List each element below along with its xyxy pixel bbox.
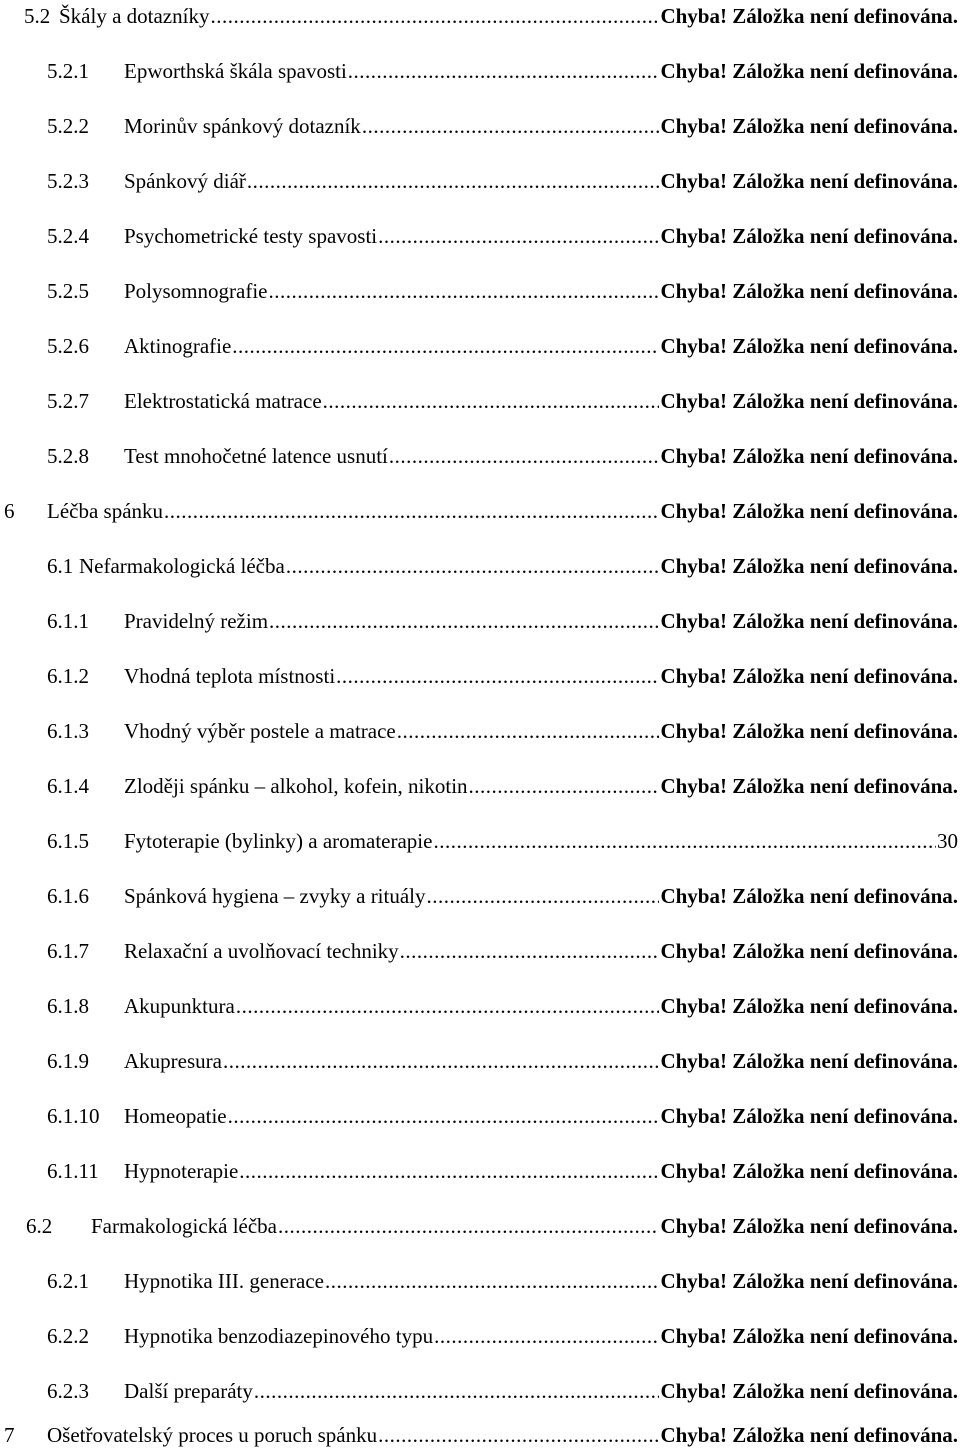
toc-entry-page: Chyba! Záložka není definována. [660,169,958,193]
toc-entry-number: 5.2.1 [47,59,89,83]
toc-entry-number: 6.2 [26,1214,53,1238]
toc-entry-page: Chyba! Záložka není definována. [660,1049,958,1073]
toc-entry[interactable] [47,1376,958,1406]
toc-entry-page: Chyba! Záložka není definována. [660,884,958,908]
toc-leader-dots [348,56,660,86]
toc-entry[interactable] [47,1266,958,1296]
toc-leader-dots [323,386,660,416]
toc-entry-number: 5.2.6 [47,334,89,358]
toc-entry-title: Akupresura [124,1049,222,1073]
toc-entry-title: Test mnohočetné latence usnutí [124,444,388,468]
toc-entry-number: 6.1.5 [47,829,89,853]
toc-entry[interactable] [47,1321,958,1351]
toc-leader-dots [269,606,659,636]
toc-entry-page: Chyba! Záložka není definována. [660,609,958,633]
toc-leader-dots [336,661,659,691]
toc-entry[interactable] [47,276,958,306]
toc-entry-page: Chyba! Záložka není definována. [660,114,958,138]
toc-entry-title: Aktinografie [124,334,232,358]
toc-entry-number: 5.2 [24,4,51,28]
toc-entry-page: Chyba! Záložka není definována. [660,444,958,468]
toc-entry-title: Psychometrické testy spavosti [124,224,378,248]
toc-leader-dots [469,771,660,801]
toc-leader-dots [254,1376,660,1406]
toc-entry-title: Vhodný výběr postele a matrace [124,719,396,743]
toc-entry-title: Ošetřovatelský proces u poruch spánku [47,1423,378,1447]
toc-entry-title: Polysomnografie [124,279,268,303]
toc-entry-title: Další preparáty [124,1379,253,1403]
toc-entry-page: Chyba! Záložka není definována. [660,939,958,963]
toc-entry-page: Chyba! Záložka není definována. [660,1379,958,1403]
toc-entry-title: Elektrostatická matrace [124,389,322,413]
toc-entry[interactable] [26,1211,958,1241]
toc-entry[interactable] [47,771,958,801]
toc-entry-title: Farmakologická léčba [91,1214,278,1238]
toc-entry[interactable] [47,551,958,581]
toc-entry-number: 6.1.4 [47,774,89,798]
toc-entry-number: 6 [4,499,15,523]
toc-entry-page: Chyba! Záložka není definována. [660,774,958,798]
toc-entry-number: 6.1.2 [47,664,89,688]
toc-leader-dots [362,111,660,141]
toc-entry-title: Epworthská škála spavosti [124,59,347,83]
toc-entry-title: Hypnotika III. generace [124,1269,324,1293]
toc-entry-title: Léčba spánku [47,499,164,523]
toc-entry[interactable] [47,991,958,1021]
toc-entry-number: 7 [4,1423,15,1447]
toc-entry-page: Chyba! Záložka není definována. [660,1324,958,1348]
toc-entry[interactable] [47,221,958,251]
toc-leader-dots [378,221,659,251]
toc-entry-page: Chyba! Záložka není definována. [660,1423,958,1447]
toc-entry[interactable] [47,1046,958,1076]
toc-entry-page: Chyba! Záložka není definována. [660,499,958,523]
toc-entry-number: 6.2.2 [47,1324,89,1348]
toc-entry-title: Pravidelný režim [124,609,269,633]
toc-entry-number: 5.2.4 [47,224,89,248]
toc-entry[interactable] [47,716,958,746]
toc-entry-number: 5.2.7 [47,389,89,413]
toc-entry[interactable] [4,1420,958,1450]
toc-entry-page: Chyba! Záložka není definována. [660,389,958,413]
toc-entry-page: 30 [937,829,958,853]
toc-entry[interactable] [47,936,958,966]
toc-leader-dots [232,331,659,361]
toc-entry[interactable] [4,496,958,526]
toc-entry-number: 6.1.8 [47,994,89,1018]
toc-leader-dots [223,1046,659,1076]
toc-entry-title: Homeopatie [124,1104,227,1128]
toc-leader-dots [239,1156,659,1186]
toc-entry[interactable] [47,826,958,856]
toc-entry-number: 6.2.3 [47,1379,89,1403]
toc-entry-number: 6.1.7 [47,939,89,963]
toc-entry[interactable] [24,1,958,31]
toc-entry-number: 5.2.2 [47,114,89,138]
toc-entry[interactable] [47,606,958,636]
toc-entry[interactable] [47,386,958,416]
toc-entry-number: 6.1.11 [47,1159,99,1183]
toc-entry-title: Zloději spánku – alkohol, kofein, nikotin [124,774,468,798]
toc-entry-number: 5.2.5 [47,279,89,303]
toc-entry-title: Relaxační a uvolňovací techniky [124,939,399,963]
toc-entry[interactable] [47,331,958,361]
toc-leader-dots [400,936,660,966]
toc-entry-number: 6.1.3 [47,719,89,743]
toc-leader-dots [433,826,936,856]
toc-leader-dots [228,1101,660,1131]
toc-entry-page: Chyba! Záložka není definována. [660,4,958,28]
toc-entry-title: Hypnoterapie [124,1159,239,1183]
toc-leader-dots [236,991,660,1021]
toc-entry[interactable] [47,1156,958,1186]
toc-entry-number: 6.1.1 [47,609,89,633]
toc-entry-title: Škály a dotazníky [59,4,210,28]
toc-entry-page: Chyba! Záložka není definována. [660,334,958,358]
toc-leader-dots [378,1420,659,1450]
toc-leader-dots [210,1,659,31]
toc-entry-page: Chyba! Záložka není definována. [660,279,958,303]
toc-leader-dots [286,551,660,581]
toc-entry-title: Spánková hygiena – zvyky a rituály [124,884,426,908]
toc-entry-page: Chyba! Záložka není definována. [660,59,958,83]
toc-leader-dots [397,716,660,746]
toc-entry-number: 6.1 [47,554,74,578]
toc-entry-title: Spánkový diář [124,169,246,193]
toc-entry-title: Vhodná teplota místnosti [124,664,336,688]
toc-entry[interactable] [47,56,958,86]
toc-entry-number: 5.2.3 [47,169,89,193]
toc-leader-dots [434,1321,659,1351]
toc-entry[interactable] [47,166,958,196]
toc-entry-title: Hypnotika benzodiazepinového typu [124,1324,434,1348]
toc-leader-dots [164,496,659,526]
toc-leader-dots [278,1211,659,1241]
toc-leader-dots [389,441,660,471]
toc-entry-page: Chyba! Záložka není definována. [660,554,958,578]
toc-leader-dots [427,881,660,911]
toc-entry-page: Chyba! Záložka není definována. [660,1269,958,1293]
toc-entry[interactable] [47,881,958,911]
toc-entry-number: 6.1.6 [47,884,89,908]
toc-entry-page: Chyba! Záložka není definována. [660,1159,958,1183]
toc-leader-dots [325,1266,659,1296]
toc-entry-number: 6.1.10 [47,1104,100,1128]
toc-entry-number: 5.2.8 [47,444,89,468]
toc-entry-number: 6.1.9 [47,1049,89,1073]
toc-entry[interactable] [47,661,958,691]
toc-entry-page: Chyba! Záložka není definována. [660,664,958,688]
toc-leader-dots [268,276,659,306]
toc-entry[interactable] [47,441,958,471]
toc-entry-title: Morinův spánkový dotazník [124,114,361,138]
toc-leader-dots [247,166,660,196]
toc-entry[interactable] [47,111,958,141]
toc-entry-title: Nefarmakologická léčba [79,554,285,578]
toc-entry-page: Chyba! Záložka není definována. [660,719,958,743]
toc-entry[interactable] [47,1101,958,1131]
toc-entry-page: Chyba! Záložka není definována. [660,1214,958,1238]
toc-entry-title: Akupunktura [124,994,235,1018]
toc-entry-page: Chyba! Záložka není definována. [660,994,958,1018]
toc-entry-number: 6.2.1 [47,1269,89,1293]
toc-entry-page: Chyba! Záložka není definována. [660,1104,958,1128]
toc-entry-title: Fytoterapie (bylinky) a aromaterapie [124,829,433,853]
toc-entry-page: Chyba! Záložka není definována. [660,224,958,248]
